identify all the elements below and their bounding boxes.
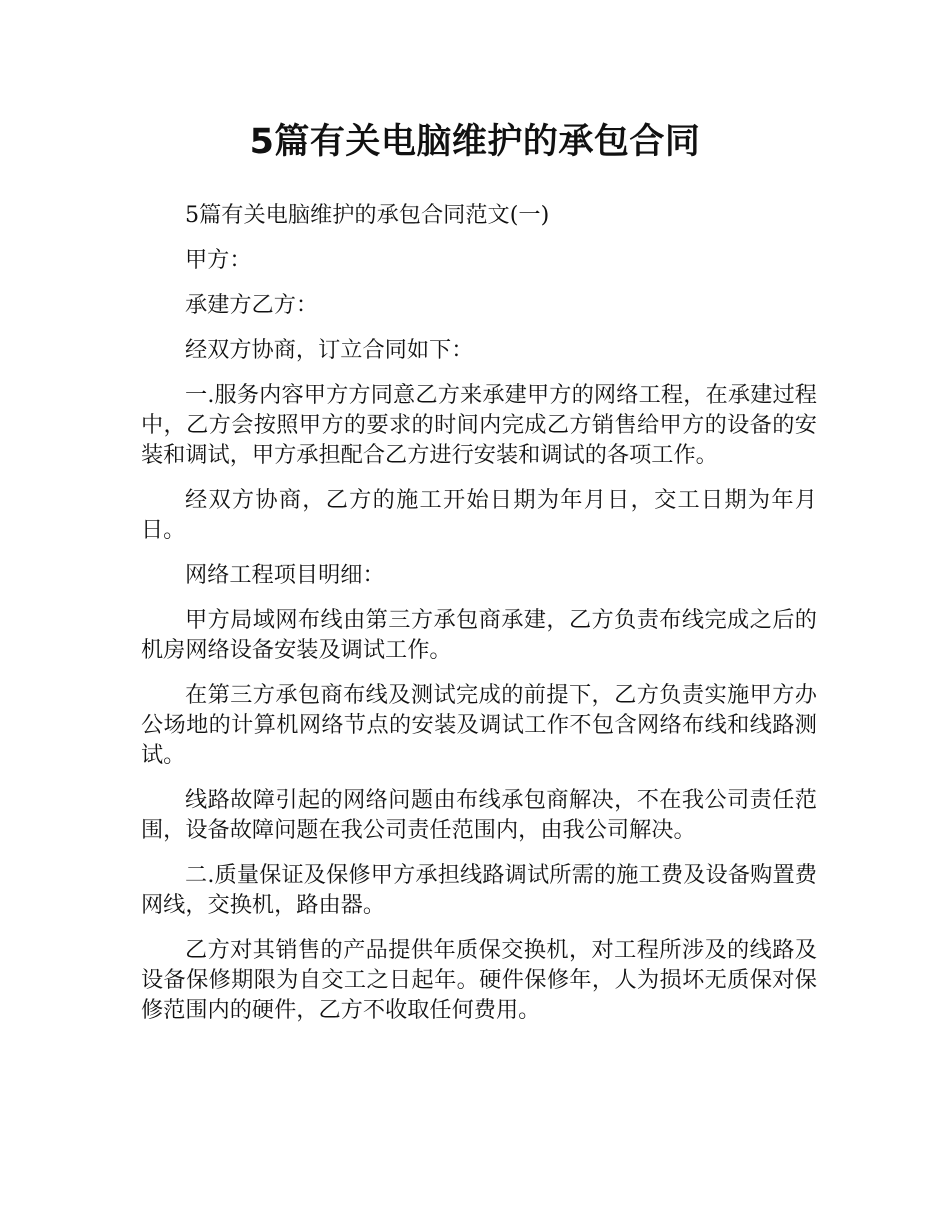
- paragraph-warranty-terms: 乙方对其销售的产品提供年质保交换机，对工程所涉及的线路及设备保修期限为自交工之日起年。硬件保修年，人为损坏无质保对保修范围内的硬件，乙方不收取任何费用。: [141, 937, 817, 1023]
- paragraph-project-details-heading: 网络工程项目明细：: [185, 562, 385, 588]
- paragraph-node-installation: 在第三方承包商布线及测试完成的前提下，乙方负责实施甲方办公场地的计算机网络节点的安装及调试工作不包含网络布线和线路测试。: [141, 682, 817, 768]
- document-title: 5篇有关电脑维护的承包合同: [249, 122, 701, 162]
- document-body: [141, 200, 817, 1040]
- paragraph-party-a: 甲方：: [185, 247, 252, 273]
- paragraph-party-b: 承建方乙方：: [185, 292, 319, 318]
- paragraph-quality-warranty: 二.质量保证及保修甲方承担线路调试所需的施工费及设备购置费网线，交换机，路由器。: [141, 862, 817, 918]
- paragraph-lan-cabling: 甲方局域网布线由第三方承包商承建，乙方负责布线完成之后的机房网络设备安装及调试工作。: [141, 607, 817, 663]
- paragraph-fault-responsibility: 线路故障引起的网络问题由布线承包商解决，不在我公司责任范围，设备故障问题在我公司责任范围内，由我公司解决。: [141, 787, 817, 843]
- paragraph-agreement-intro: 经双方协商，订立合同如下：: [185, 337, 474, 363]
- paragraph-schedule: 经双方协商，乙方的施工开始日期为年月日，交工日期为年月日。: [141, 487, 817, 543]
- paragraph-subtitle: 5篇有关电脑维护的承包合同范文(一): [185, 202, 550, 228]
- paragraph-service-content: 一.服务内容甲方方同意乙方来承建甲方的网络工程，在承建过程中，乙方会按照甲方的要求的时间内完成乙方销售给甲方的设备的安装和调试，甲方承担配合乙方进行安装和调试的各项工作。: [141, 382, 817, 468]
